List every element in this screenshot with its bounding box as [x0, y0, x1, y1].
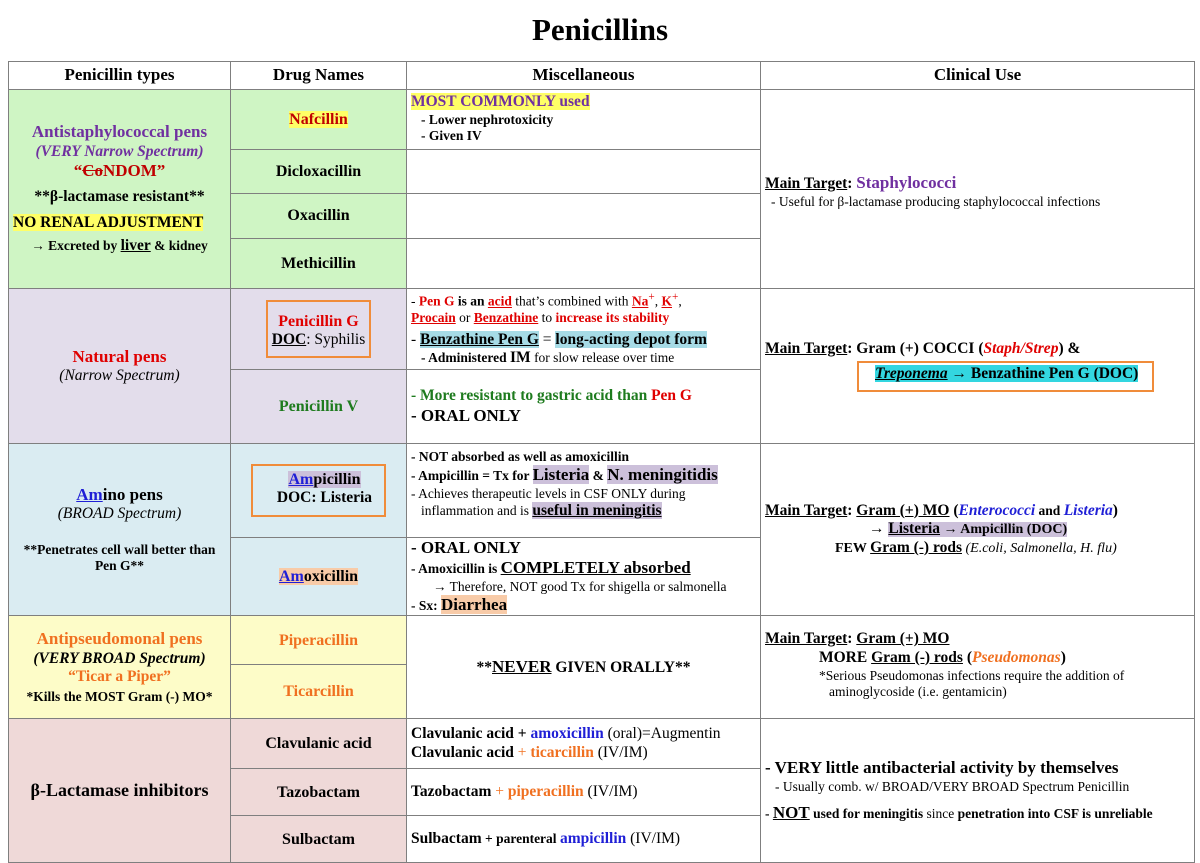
doc-highlight-box — [251, 464, 386, 518]
text: , — [678, 293, 682, 309]
type-note: **Penetrates cell wall better than Pen G** — [23, 541, 216, 574]
text: that’s combined with — [511, 293, 632, 309]
drug-penicillin-v: Penicillin V — [231, 370, 407, 444]
type-antipseudomonal — [9, 616, 231, 719]
drug-label — [277, 470, 372, 489]
drug-piperacillin: Piperacillin — [231, 616, 407, 665]
text: K — [661, 293, 673, 309]
text: Gram (+) MO — [856, 630, 950, 648]
text: (IV/IM) — [593, 743, 648, 761]
clinical-natural — [761, 289, 1195, 444]
mnemonic-strike: Co — [82, 161, 103, 181]
type-spectrum: (Narrow Spectrum) — [59, 366, 180, 384]
text: FEW — [835, 540, 871, 556]
text: Treponema — [875, 364, 948, 382]
misc-line-3: - Achieves therapeutic levels in CSF ONLY during — [411, 485, 686, 501]
excreted-note — [13, 237, 226, 256]
text: - Sx: — [411, 597, 441, 613]
target-label: Main Target — [765, 501, 848, 519]
drug-label: Nafcillin — [289, 110, 348, 128]
text: ticarcillin — [530, 743, 594, 761]
doc-highlight-box — [266, 300, 371, 358]
text: to — [538, 309, 556, 325]
text: + — [648, 291, 655, 303]
spectrum-text: BROAD Spectrum — [62, 505, 177, 523]
text: GIVEN ORALLY** — [551, 659, 691, 677]
doc-value: : Syphilis — [306, 331, 366, 349]
misc-line-1: - Lower nephrotoxicity — [421, 111, 554, 127]
text: Listeria — [888, 520, 941, 538]
clinical-antistaphylococcal — [761, 90, 1195, 289]
type-name: Natural pens — [72, 346, 167, 366]
clinical-note-1: *Serious Pseudomonas infections require the addition of — [819, 667, 1125, 683]
text: → Ampicillin (DOC) — [940, 522, 1068, 538]
clinical-note-2: aminoglycoside (i.e. gentamicin) — [829, 683, 1007, 699]
misc-title-text: MOST COMMONLY used — [411, 93, 590, 110]
misc-line-4 — [411, 502, 756, 521]
clinical-few — [765, 539, 1190, 558]
target-label: Main Target — [765, 630, 848, 648]
drug-methicillin: Methicillin — [231, 239, 407, 289]
spectrum-text: VERY BROAD Spectrum — [38, 649, 201, 667]
renal-text: NO RENAL ADJUSTMENT — [13, 214, 204, 232]
text: piperacillin — [507, 783, 584, 801]
text: inflammation and is — [421, 502, 533, 518]
text: COMPLETELY absorbed — [500, 558, 691, 578]
text: : Gram (+) COCCI ( — [847, 340, 984, 358]
misc-nafcillin — [407, 90, 761, 150]
misc-line-1 — [411, 291, 756, 310]
resistant-note: **β-lactamase resistant** — [34, 187, 205, 205]
text: and — [1035, 502, 1064, 518]
drug-label: Penicillin G — [278, 313, 359, 331]
excreted-b: & kidney — [150, 237, 208, 253]
table-row — [9, 444, 1195, 538]
text: = — [538, 330, 556, 348]
text: - — [411, 330, 421, 348]
target-label: Main Target — [765, 340, 848, 358]
misc-line-2 — [411, 744, 756, 763]
misc-antipseudomonal — [407, 616, 761, 719]
text: Am — [288, 470, 314, 488]
text: used for meningitis — [809, 805, 924, 821]
renal-note — [13, 214, 226, 233]
misc-clavulanic-acid — [407, 719, 761, 769]
misc-sulbactam — [407, 816, 761, 863]
header-penicillin-types: Penicillin types — [9, 62, 231, 90]
text: penetration into CSF is unreliable — [957, 805, 1153, 821]
text: Gram (+) MO — [856, 501, 950, 519]
text: or — [455, 309, 474, 325]
text: MORE — [819, 648, 872, 666]
text: oxicillin — [303, 568, 359, 586]
drug-clavulanic-acid: Clavulanic acid — [231, 719, 407, 769]
doc-note — [272, 331, 365, 350]
misc-line-1: - ORAL ONLY — [411, 538, 521, 557]
misc-empty — [407, 239, 761, 289]
misc-empty — [407, 150, 761, 194]
misc-line-2 — [411, 465, 756, 485]
clinical-beta-lactamase-inhibitors — [761, 719, 1195, 863]
misc-line-2: - ORAL ONLY — [411, 405, 521, 425]
header-clinical-use: Clinical Use — [761, 62, 1195, 90]
misc-amoxicillin — [407, 538, 761, 616]
text: Pen G — [418, 293, 455, 309]
type-spectrum: (BROAD Spectrum) — [57, 505, 182, 523]
type-note: *Kills the MOST Gram (-) MO* — [26, 689, 213, 705]
text: Benzathine — [473, 309, 539, 325]
mnemonic — [13, 161, 226, 181]
table-row — [9, 616, 1195, 665]
doc-highlight-box — [857, 361, 1154, 392]
drug-oxacillin: Oxacillin — [231, 194, 407, 239]
text: NOT — [772, 802, 810, 822]
type-spectrum: (VERY BROAD Spectrum) — [33, 649, 206, 667]
clinical-amino — [761, 444, 1195, 616]
text: Benzathine Pen G — [420, 330, 539, 348]
clinical-line-2: - Usually comb. w/ BROAD/VERY BROAD Spectrum Penicillin — [775, 778, 1130, 794]
target-value: Staphylococci — [856, 173, 957, 192]
text: ) — [1112, 501, 1118, 519]
clinical-antipseudomonal — [761, 616, 1195, 719]
text: Enterococci — [958, 501, 1036, 519]
text: increase its stability — [555, 309, 670, 325]
type-amino — [9, 444, 231, 616]
drug-ampicillin — [231, 444, 407, 538]
type-name — [13, 485, 226, 505]
clinical-line-1: - VERY little antibacterial activity by themselves — [765, 758, 1119, 778]
drug-penicillin-g — [231, 289, 407, 370]
misc-line-2: - Given IV — [421, 127, 482, 143]
text: Sulbactam — [411, 830, 482, 848]
misc-ampicillin — [407, 444, 761, 538]
type-antistaphylococcal — [9, 90, 231, 289]
text: long-acting depot form — [555, 330, 707, 348]
text: is an — [454, 293, 488, 309]
text: ino pens — [102, 485, 163, 504]
misc-line-2 — [411, 558, 756, 578]
text: Pseudomonas — [971, 648, 1061, 666]
clinical-treponema — [765, 361, 1190, 392]
text: ampicillin — [559, 830, 627, 848]
text: Am — [76, 485, 103, 504]
text: NEVER — [492, 657, 552, 677]
clinical-target — [765, 630, 1190, 649]
clinical-target — [765, 340, 1190, 359]
excreted-a: → Excreted by — [31, 237, 121, 253]
text: , — [654, 293, 662, 309]
spectrum-text: VERY Narrow Spectrum — [40, 142, 199, 160]
drug-tazobactam: Tazobactam — [231, 769, 407, 816]
drug-highlight — [288, 471, 360, 488]
text: Listeria — [532, 465, 590, 485]
drug-ticarcillin: Ticarcillin — [231, 665, 407, 719]
text: since — [923, 805, 958, 821]
mnemonic: “Ticar a Piper” — [68, 668, 171, 686]
misc-penicillin-v — [407, 370, 761, 444]
mnemonic-rest: NDOM” — [102, 161, 166, 181]
drug-dicloxacillin: Dicloxacillin — [231, 150, 407, 194]
misc-title — [411, 93, 756, 112]
text: Am — [278, 568, 304, 586]
table-row — [9, 289, 1195, 370]
text: - — [765, 805, 773, 821]
text: (oral)=Augmentin — [603, 725, 721, 743]
text: for slow release over time — [530, 350, 675, 366]
type-name: Antipseudomonal pens — [36, 629, 203, 649]
text: : — [847, 630, 857, 648]
text: + parenteral — [481, 831, 560, 847]
table-row — [9, 90, 1195, 150]
drug-nafcillin — [231, 90, 407, 150]
header-drug-names: Drug Names — [231, 62, 407, 90]
clinical-target — [765, 173, 1190, 194]
target-colon: : — [847, 175, 857, 192]
text: Tazobactam — [411, 783, 492, 801]
text: Pen G — [651, 387, 692, 404]
text: (E.coli, Salmonella, H. flu) — [961, 540, 1117, 556]
text: useful in meningitis — [532, 501, 662, 519]
misc-line-2 — [411, 310, 756, 326]
misc-line-1: - NOT absorbed as well as amoxicillin — [411, 449, 630, 464]
drug-sulbactam: Sulbactam — [231, 816, 407, 863]
text: Clavulanic acid — [411, 725, 514, 743]
text: Staph/Strep — [983, 340, 1059, 358]
text: acid — [487, 293, 512, 309]
text: ) — [1060, 648, 1066, 666]
text: amoxicillin — [530, 725, 604, 743]
doc-label: DOC — [271, 331, 307, 349]
text: (IV/IM) — [583, 783, 638, 801]
header-miscellaneous: Miscellaneous — [407, 62, 761, 90]
misc-line-1 — [411, 725, 756, 744]
table-row — [9, 719, 1195, 769]
text: + — [513, 725, 531, 743]
doc-note: DOC: Listeria — [276, 488, 373, 506]
clinical-line-3 — [765, 803, 1190, 823]
text: Procain — [411, 309, 456, 325]
misc-tazobactam — [407, 769, 761, 816]
misc-line-4 — [411, 595, 756, 615]
misc-penicillin-g — [407, 289, 761, 370]
target-label: Main Target — [765, 175, 848, 192]
text: ( — [962, 648, 972, 666]
header-row — [9, 62, 1195, 90]
text: Diarrhea — [441, 594, 508, 614]
text: Gram (-) rods — [871, 648, 963, 666]
text: + — [491, 783, 508, 801]
text: + — [672, 291, 679, 303]
type-name: Antistaphylococcal pens — [31, 122, 208, 142]
misc-line-4 — [411, 349, 756, 368]
type-spectrum: (VERY Narrow Spectrum) — [35, 142, 204, 160]
treponema-line — [875, 365, 1138, 382]
text: ) & — [1058, 340, 1081, 358]
drug-amoxicillin — [231, 538, 407, 616]
misc-line-1 — [411, 387, 756, 406]
spectrum-text: Narrow Spectrum — [64, 366, 175, 384]
clinical-listeria — [765, 520, 1190, 539]
text: (IV/IM) — [626, 830, 681, 848]
text: - Amoxicillin is — [411, 561, 501, 577]
text: Clavulanic acid — [411, 743, 514, 761]
type-beta-lactamase-inhibitors: β-Lactamase inhibitors — [9, 719, 231, 863]
excreted-liver: liver — [120, 236, 151, 254]
mnemonic-quote: “ — [73, 161, 83, 181]
drug-highlight — [279, 568, 358, 585]
text: - More resistant to gastric acid than — [411, 387, 652, 404]
text: IM — [510, 349, 531, 367]
text: picillin — [313, 470, 361, 488]
text: → Benzathine Pen G (DOC) — [947, 364, 1139, 382]
text: ** — [476, 659, 492, 677]
text: Listeria — [1063, 501, 1113, 519]
text: → — [869, 520, 889, 538]
text: - — [411, 293, 419, 309]
text: : — [847, 501, 857, 519]
page-title: Penicillins — [531, 12, 669, 47]
misc-empty — [407, 194, 761, 239]
text: Gram (-) rods — [870, 538, 962, 556]
text: ( — [949, 501, 959, 519]
clinical-target — [765, 502, 1190, 521]
clinical-more — [765, 649, 1190, 668]
text: - Ampicillin = Tx for — [411, 468, 533, 484]
penicillin-table — [8, 61, 1195, 863]
text: + — [513, 743, 531, 761]
type-natural — [9, 289, 231, 444]
text: - Administered — [421, 350, 511, 366]
clinical-note: - Useful for β-lactamase producing staphylococcal infections — [771, 193, 1101, 209]
misc-line-3: → Therefore, NOT good Tx for shigella or salmonella — [433, 578, 727, 594]
text: N. meningitidis — [607, 465, 718, 485]
text: & — [589, 468, 608, 484]
text: Na — [631, 293, 649, 309]
misc-line-3 — [411, 331, 756, 350]
